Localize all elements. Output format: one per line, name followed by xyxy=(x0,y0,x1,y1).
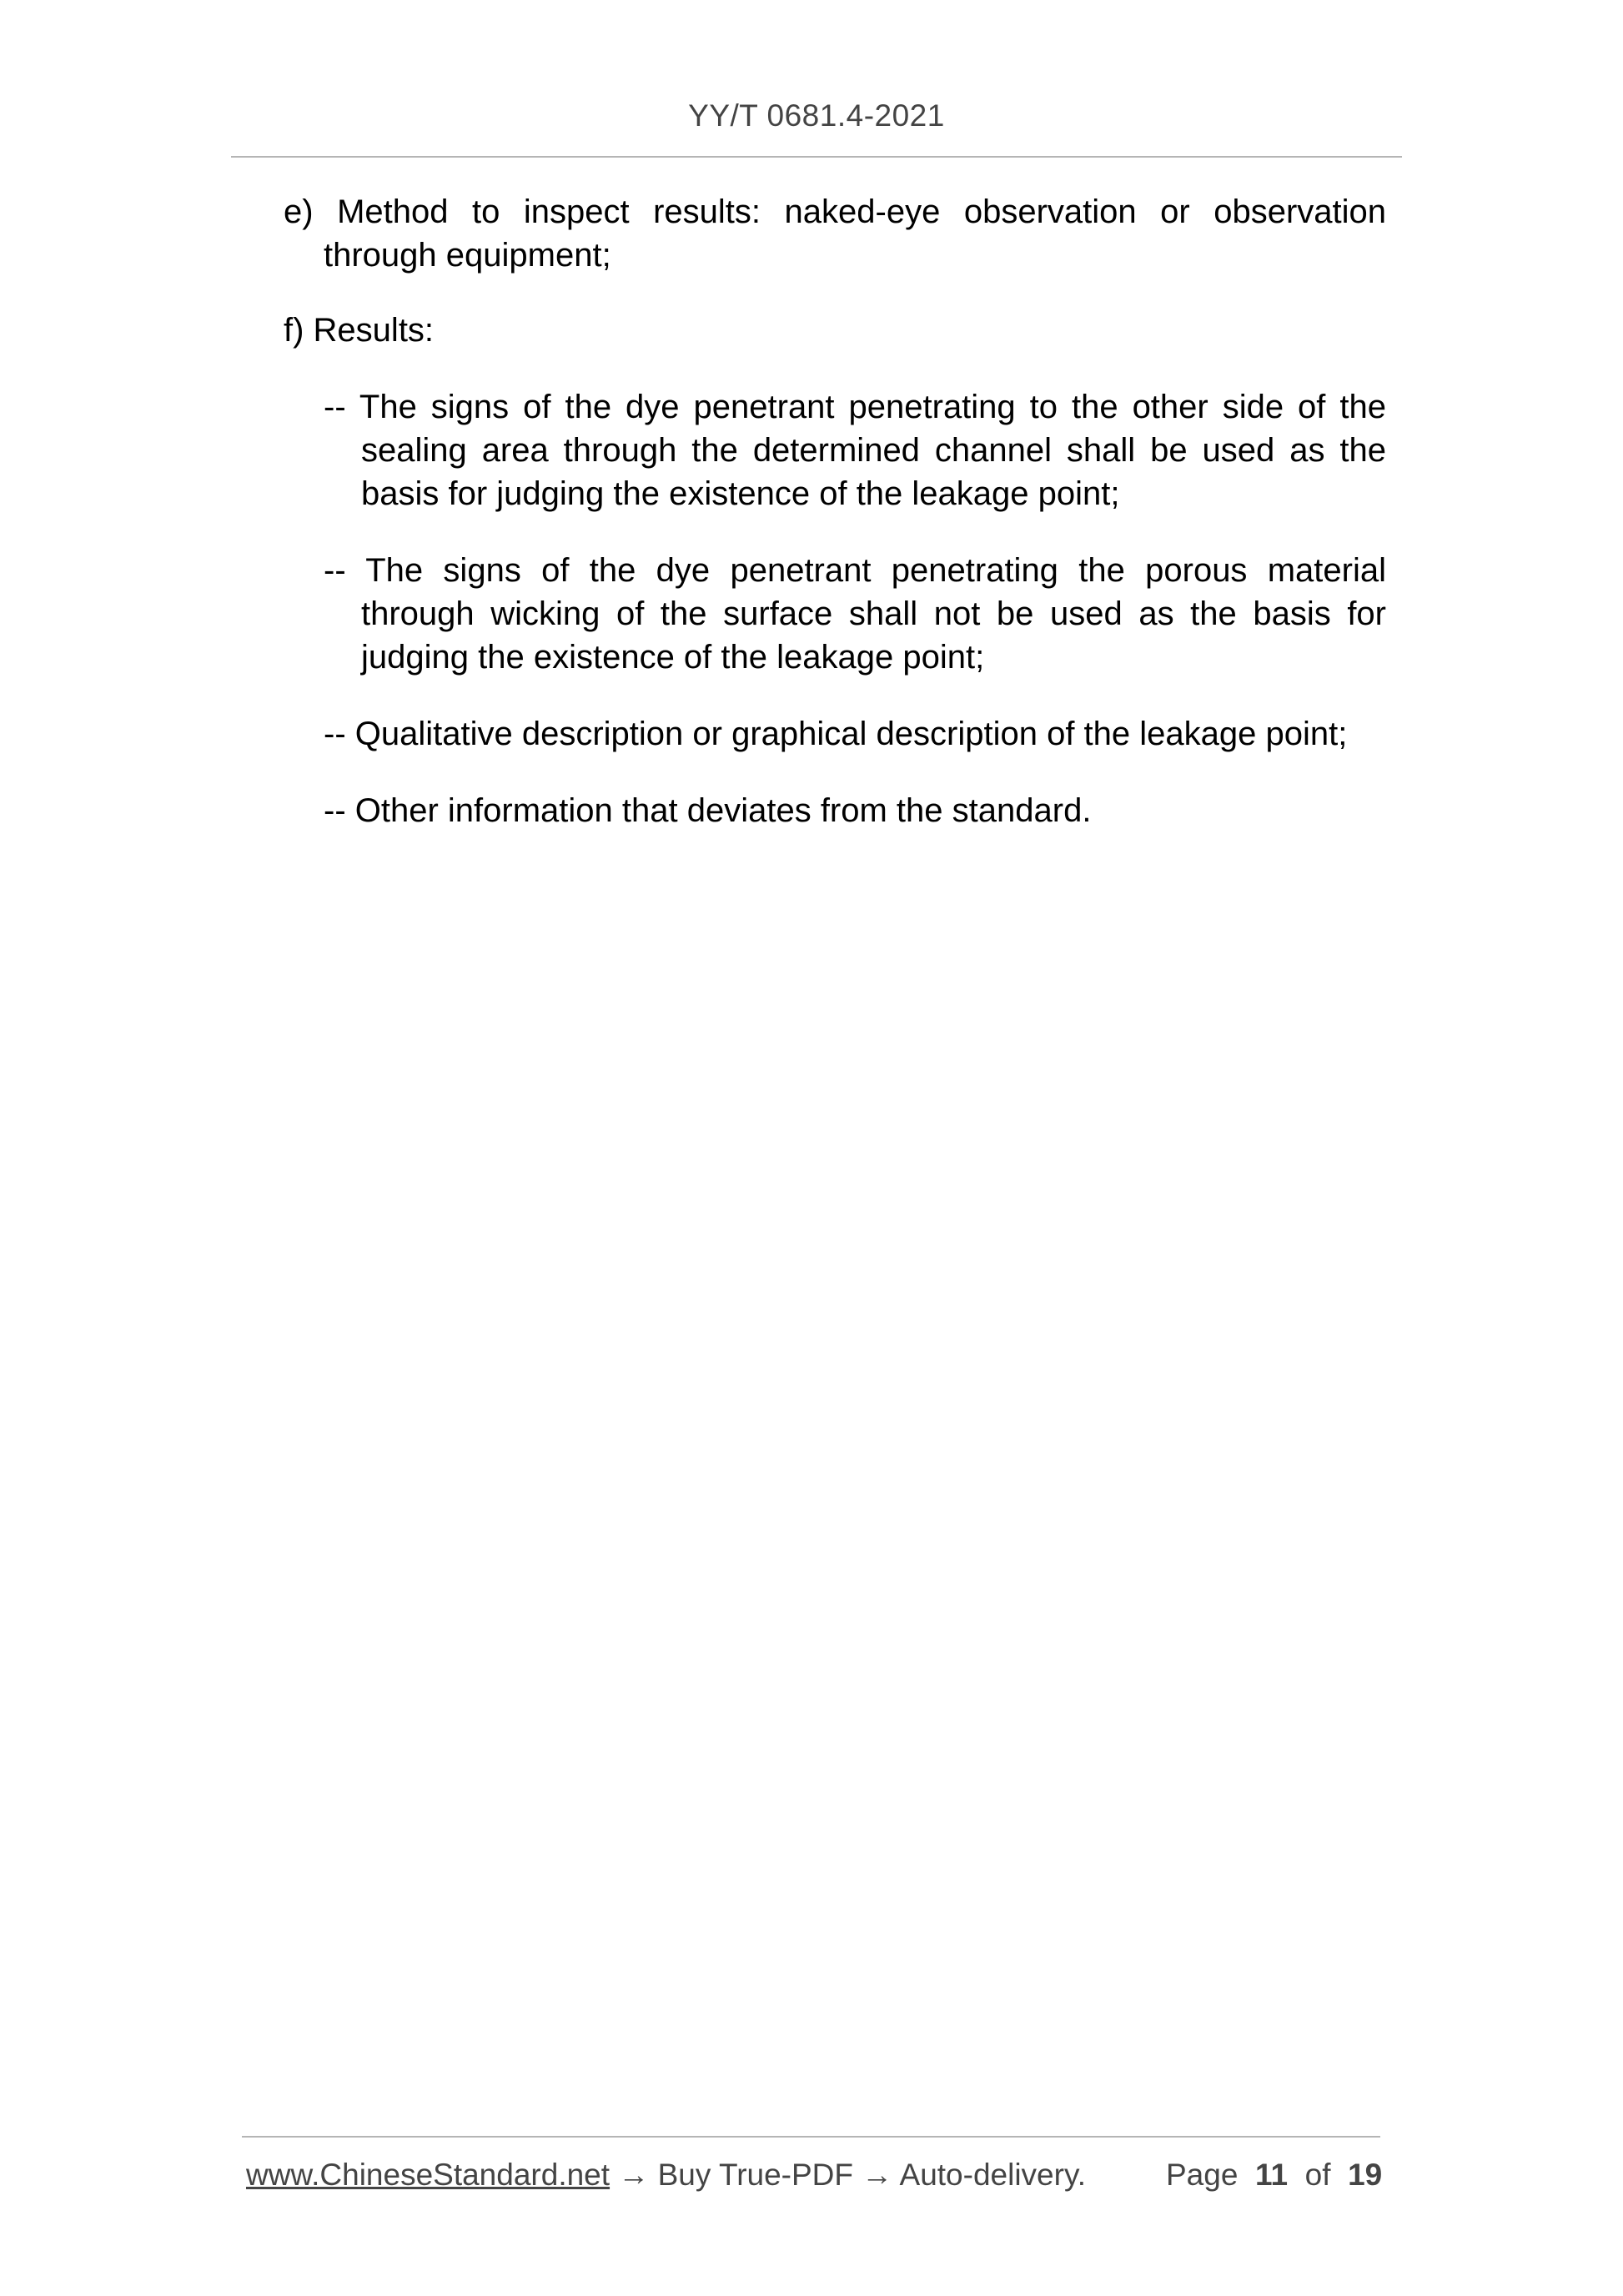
page-label: Page xyxy=(1166,2158,1239,2192)
promo-text: → Buy True-PDF → Auto-delivery. xyxy=(610,2158,1086,2192)
page-current: 11 xyxy=(1254,2158,1289,2192)
page-footer xyxy=(246,2158,1383,2193)
result-item-2: -- The signs of the dye penetrant penetrating the porous material through wicking of the surface shall not be used as the basis for judging the existence of the leakage point; xyxy=(324,552,1386,676)
footer-divider xyxy=(242,2136,1380,2138)
header-divider xyxy=(231,156,1402,158)
list-item-e: e) Method to inspect results: naked-eye observation or observation through equipment; xyxy=(284,193,1386,274)
site-link[interactable]: www.ChineseStandard.net xyxy=(246,2158,611,2192)
page-total: 19 xyxy=(1348,2158,1383,2192)
page-indicator xyxy=(1166,2158,1382,2193)
result-item-3: -- Qualitative description or graphical description of the leakage point; xyxy=(324,716,1348,752)
document-id-header: YY/T 0681.4-2021 xyxy=(688,98,945,133)
page-of-label: of xyxy=(1304,2158,1331,2192)
list-item-f-results: f) Results: xyxy=(284,312,435,349)
document-body xyxy=(284,190,1386,864)
result-item-1: -- The signs of the dye penetrant penetrating to the other side of the sealing area through the determined channel shall be used as the basis for judging the existence of the leakage point; xyxy=(324,389,1386,512)
result-item-4: -- Other information that deviates from the standard. xyxy=(324,792,1092,829)
